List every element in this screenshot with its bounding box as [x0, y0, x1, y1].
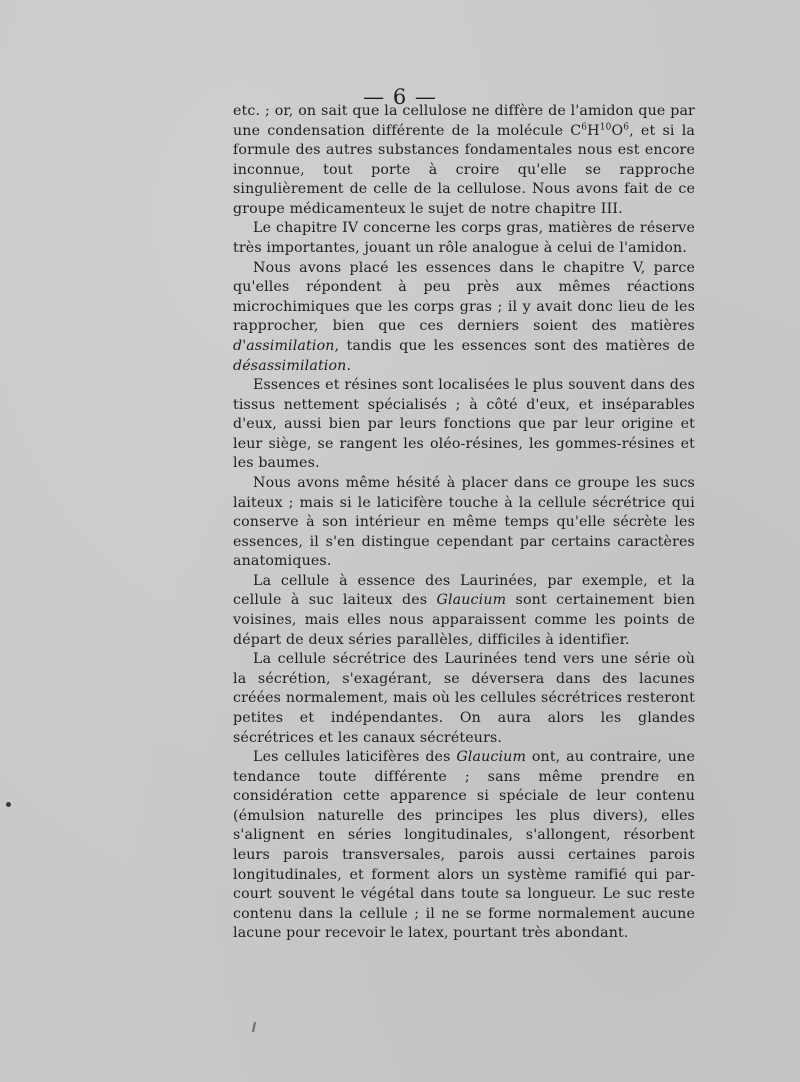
paragraph: [233, 748, 695, 944]
text-run: Nous avons placé les essences dans le chapitre V, parce qu'elles répondent à peu près aux mêmes réactions microchimiques que les corps gras ; il y avait donc lieu de les rapprocher, bien que ces derniers soient des matières: [233, 259, 695, 335]
superscript: 6: [623, 121, 630, 132]
superscript: 10: [599, 121, 612, 132]
text-run: Essences et résines sont localisées le plus souvent dans des tissus nettement spécialisés ; à côté d'eux, et inséparables d'eux, aussi bien par leurs fonctions que par leur origine et leur siège, se rangent les oléo-résines, les gommes-résines et les baumes.: [233, 377, 695, 472]
italic-term: d'assimilation: [233, 337, 335, 354]
stray-mark: [252, 1022, 256, 1032]
italic-term: Glaucium: [436, 592, 507, 609]
text-run: Les cellules laticifères des: [253, 749, 457, 766]
paragraph: [233, 219, 695, 258]
text-run: La cellule à essence des Laurinées, par exemple, et la cellule à suc laiteux des: [233, 572, 695, 609]
paragraph: [233, 376, 695, 474]
body-text: [233, 102, 695, 944]
page-number: — 6 —: [363, 85, 437, 109]
text-run: etc. ; or, on sait que la cellulose ne diffère de l'amidon que par une condensation différente de la molécule C: [233, 103, 695, 139]
italic-term: désassimilation: [233, 357, 347, 374]
paragraph: [233, 102, 695, 219]
text-run: Nous avons même hésité à placer dans ce groupe les sucs laiteux ; mais si le laticifère touche à la cellule sécrétrice qui conserve à son intérieur en même temps qu'elle sécrète les essences, il s'en distingue cependant par certains caractères anatomiques.: [233, 474, 695, 570]
superscript: 6: [581, 121, 588, 132]
text-run: La cellule sécrétrice des Laurinées tend vers une série où la sécrétion, s'exagérant, se déversera dans des lacunes créées normalement, mais où les cellules sécrétrices resteront petites et indépendantes. On aura alors les glandes sécrétrices et les canaux sécréteurs.: [233, 651, 695, 746]
text-run: O: [611, 122, 624, 139]
paragraph: [233, 650, 695, 748]
text-run: Le chapitre IV concerne les corps gras, matières de réserve très importantes, jouant un rôle analogue à celui de l'amidon.: [233, 220, 695, 257]
margin-speck: [6, 802, 11, 807]
italic-term: Glaucium: [456, 749, 527, 766]
text-run: , tandis que les essences sont des matières de: [334, 337, 695, 354]
paragraph: [233, 474, 695, 572]
paragraph: [233, 572, 695, 650]
text-run: sont certainement bien voisines, mais elles nous apparaissent comme les points de départ de deux séries parallèles, difficiles à identifier.: [233, 592, 695, 648]
text-run: .: [346, 357, 352, 374]
text-run: , et si la formule des autres substances fondamentales nous est encore inconnue, tout porte à croire qu'elle se rapproche singulièrement de celle de la cellulose. Nous avons fait de ce groupe médicamenteux le sujet de notre chapitre III.: [233, 122, 695, 217]
text-run: ont, au contraire, une tendance toute différente ; sans même prendre en considération cette apparence si spéciale de leur contenu (émulsion naturelle des principes les plus divers), elles s'alignent en séries longitudinales, s'allongent, résorbent leurs parois transversales, parois aussi certaines parois longitudinales, et forment alors un système ramifié qui parcourt souvent le végétal dans toute sa longueur. Le suc reste contenu dans la cellule ; il ne se forme normalement aucune lacune pour recevoir le latex, pourtant très abondant.: [233, 749, 695, 942]
paragraph: [233, 259, 695, 376]
text-run: H: [587, 122, 600, 139]
